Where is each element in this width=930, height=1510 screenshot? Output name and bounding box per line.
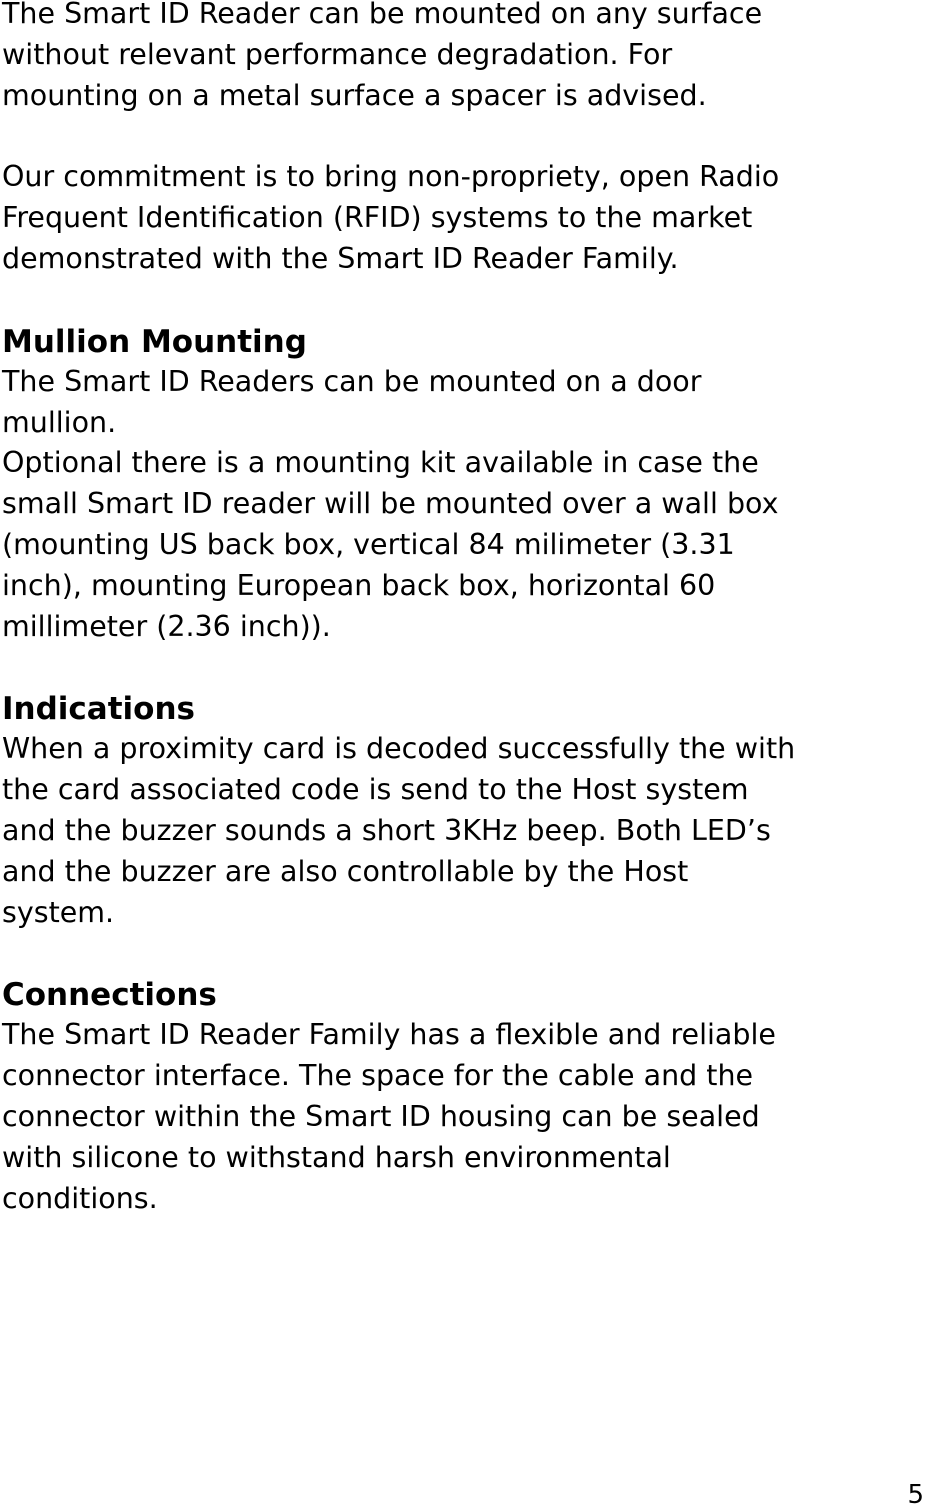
paragraph-spacer (2, 116, 928, 157)
intro-paragraph-commitment: Our commitment is to bring non-propriety, open Radio Frequent Identification (RFID) systems to the market demonstrated with the Smart ID Reader Family. (2, 160, 780, 275)
paragraph-spacer (2, 280, 928, 321)
indications-paragraph: When a proximity card is decoded successfully the with the card associated code is send to the Host system and the buzzer sounds a short 3KHz beep. Both LED’s and the buzzer are also controllable by the Host system. (2, 732, 796, 929)
section-heading-connections: Connections (2, 977, 217, 1014)
mullion-paragraph-door: The Smart ID Readers can be mounted on a door mullion. (2, 364, 702, 439)
section-heading-mullion-mounting: Mullion Mounting (2, 323, 307, 360)
paragraph-spacer (2, 647, 928, 688)
paragraph-spacer (2, 933, 928, 974)
intro-paragraph-mounting-surface: The Smart ID Reader can be mounted on any surface without relevant performance degradation. For mounting on a metal surface a spacer is advised. (2, 0, 763, 112)
section-heading-indications: Indications (2, 691, 195, 728)
mullion-paragraph-kit: Optional there is a mounting kit available in case the small Smart ID reader will be mounted over a wall box (mounting US back box, vertical 84 milimeter (3.31 inch), mounting European back box, horizontal 60 millimeter (2.36 inch)). (2, 446, 779, 643)
page-number: 5 (907, 1480, 924, 1510)
connections-paragraph: The Smart ID Reader Family has a flexible and reliable connector interface. The space for the cable and the connector within the Smart ID housing can be sealed with silicone to withstand harsh environmental conditions. (2, 1018, 776, 1215)
document-page (2, 0, 928, 1219)
